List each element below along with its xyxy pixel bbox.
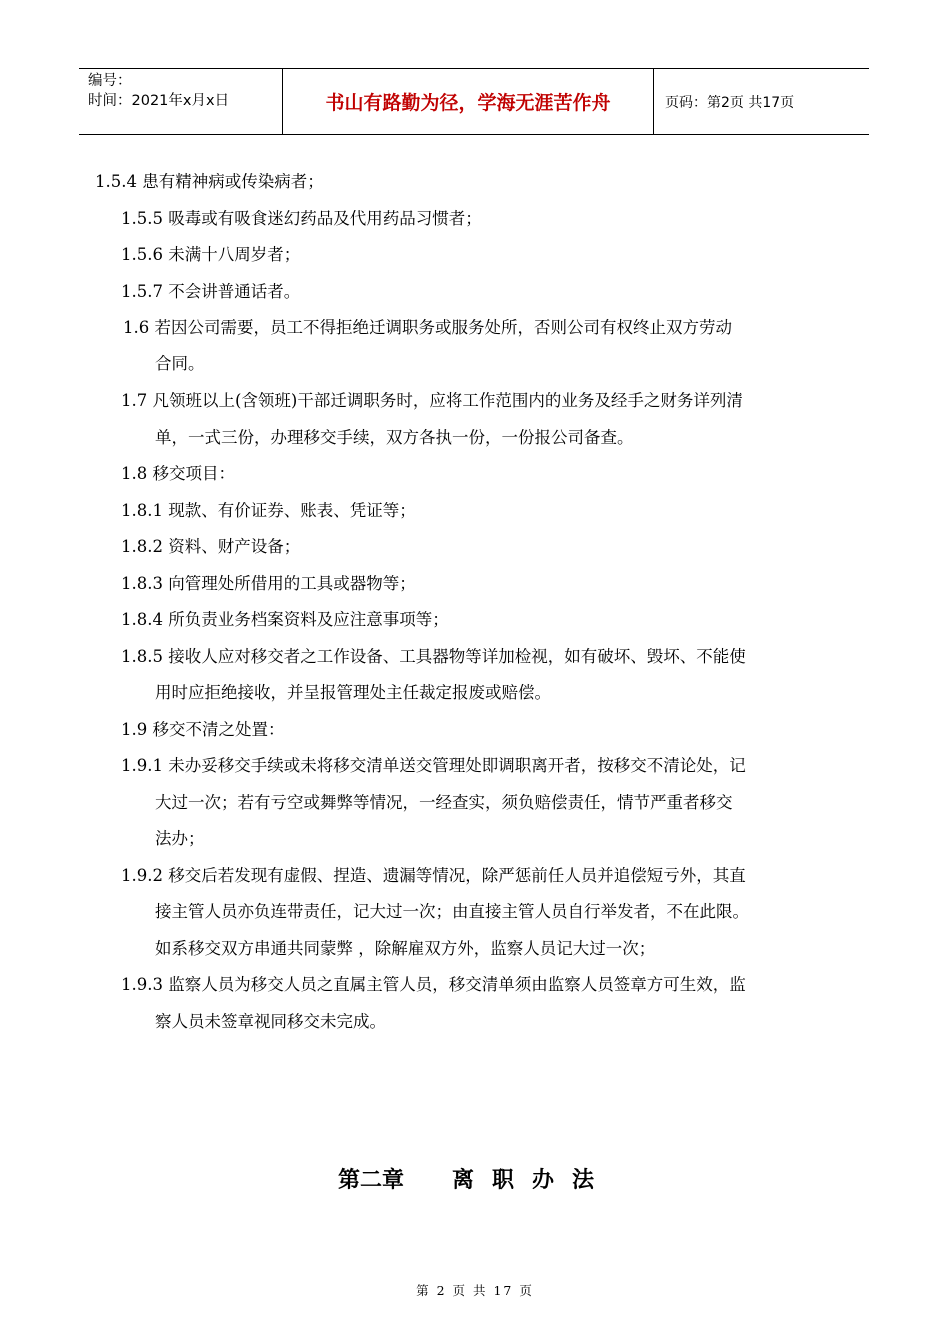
body-line: 合同。 [155, 354, 205, 373]
body-line: 1.9 移交不清之处置： [121, 720, 285, 739]
body-line: 1.8.3 向管理处所借用的工具或器物等； [121, 574, 416, 593]
body-line: 如系移交双方串通共同蒙弊 ，除解雇双方外，监察人员记大过一次； [155, 939, 656, 958]
body-line: 1.8.4 所负责业务档案资料及应注意事项等； [121, 610, 449, 629]
body-line: 察人员未签章视同移交未完成。 [155, 1012, 386, 1031]
header-motto: 书山有路勤为径，学海无涯苦作舟 [282, 69, 654, 134]
body-line: 1.8.2 资料、财产设备； [121, 537, 301, 556]
chapter-heading [0, 1163, 950, 1194]
body-line: 1.9.1 未办妥移交手续或未将移交清单送交管理处即调职离开者，按移交不清论处，记 [121, 756, 746, 775]
page-footer: 第 2 页 共 17 页 [416, 1283, 534, 1298]
body-line: 单，一式三份，办理移交手续，双方各执一份，一份报公司备查。 [155, 428, 634, 447]
body-line: 1.9.3 监察人员为移交人员之直属主管人员，移交清单须由监察人员签章方可生效，监 [121, 975, 746, 994]
body-line: 1.9.2 移交后若发现有虚假、捏造、遗漏等情况，除严惩前任人员并追偿短亏外，其直 [121, 866, 746, 885]
body-line: 1.5.7 不会讲普通话者。 [121, 282, 301, 301]
body-line: 用时应拒绝接收，并呈报管理处主任裁定报废或赔偿。 [155, 683, 551, 702]
body-line: 1.5.5 吸毒或有吸食迷幻药品及代用药品习惯者； [121, 209, 482, 228]
document-time-label: 时间：2021年x月x日 [88, 93, 230, 109]
header-meta [79, 69, 282, 134]
chapter-title: 离职办法 [452, 1168, 613, 1193]
body-line: 1.5.4 患有精神病或传染病者； [95, 172, 324, 191]
body-line: 1.6 若因公司需要，员工不得拒绝迁调职务或服务处所，否则公司有权终止双方劳动 [123, 318, 732, 337]
chapter-number: 第二章 [337, 1168, 404, 1193]
document-number-label: 编号： [88, 73, 132, 89]
body-line: 1.7 凡领班以上(含领班)干部迁调职务时，应将工作范围内的业务及经手之财务详列清 [121, 391, 743, 410]
body-line: 1.8.5 接收人应对移交者之工作设备、工具器物等详加检视，如有破坏、毁坏、不能使 [121, 647, 746, 666]
body-line: 大过一次；若有亏空或舞弊等情况，一经查实，须负赔偿责任，情节严重者移交 [155, 793, 733, 812]
body-line: 1.5.6 未满十八周岁者； [121, 245, 301, 264]
body-line: 1.8.1 现款、有价证券、账表、凭证等； [121, 501, 416, 520]
page-header [79, 68, 869, 135]
body-line: 法办； [155, 829, 205, 848]
body-line: 接主管人员亦负连带责任，记大过一次；由直接主管人员自行举发者，不在此限。 [155, 902, 749, 921]
body-line: 1.8 移交项目： [121, 464, 235, 483]
header-page-label: 页码：第2页 共17页 [665, 94, 795, 111]
